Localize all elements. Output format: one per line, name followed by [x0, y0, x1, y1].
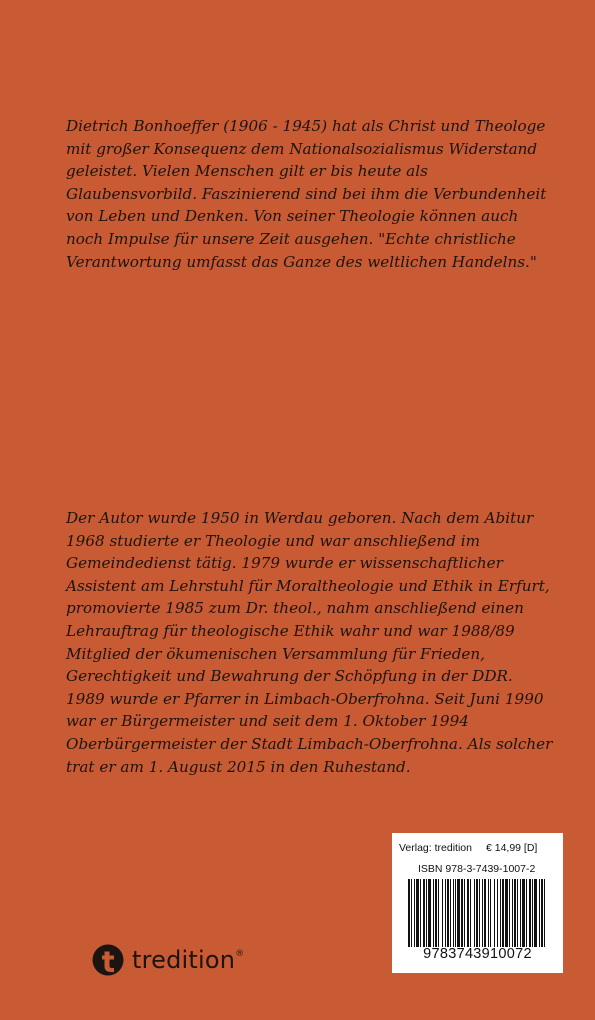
barcode-bar	[433, 879, 434, 947]
publisher-logo	[92, 944, 244, 976]
barcode-bar	[509, 879, 510, 947]
barcode-bar	[505, 879, 508, 947]
barcode-bar	[470, 879, 471, 947]
barcode-bar	[479, 879, 480, 947]
publisher-name: tredition®	[132, 946, 245, 974]
barcode-bar	[541, 879, 543, 947]
blurb-bonhoeffer: Dietrich Bonhoeffer (1906 - 1945) hat als Christ und Theologe mit großer Konsequenz dem Nationalsozialismus Widerstand geleistet. Vielen Menschen gilt er bis heute als Glaubensvorbild. Faszinierend sind bei ihm die Verbundenheit von Leben und Denken. Von seiner Theologie können auch noch Impulse für unsere Zeit ausgehen. "Echte christliche Verantwortung umfasst das Ganze des weltlichen Handelns."	[66, 117, 547, 271]
barcode-bar	[450, 879, 451, 947]
barcode-bar	[522, 879, 525, 947]
barcode-bar	[517, 879, 518, 947]
barcode-bar	[426, 879, 427, 947]
barcode-bar	[420, 879, 421, 947]
barcode-bar	[467, 879, 469, 947]
barcode-image	[408, 879, 548, 947]
barcode-bar	[455, 879, 456, 947]
barcode-bar	[512, 879, 513, 947]
barcode-label	[392, 833, 563, 973]
barcode-bar	[476, 879, 478, 947]
barcode-bar	[534, 879, 537, 947]
barcode-bar	[484, 879, 486, 947]
barcode-bar	[408, 879, 410, 947]
barcode-bar	[539, 879, 540, 947]
barcode-bar	[411, 879, 412, 947]
barcode-bar	[461, 879, 463, 947]
trademark-sign: ®	[235, 949, 245, 959]
barcode-bar	[544, 879, 545, 947]
barcode-bar	[435, 879, 437, 947]
barcode-bar	[514, 879, 516, 947]
publisher-price-line	[399, 842, 537, 854]
barcode-bar	[474, 879, 475, 947]
barcode-bar	[488, 879, 489, 947]
barcode-bar	[445, 879, 446, 947]
barcode-bar	[442, 879, 443, 947]
barcode-bar	[457, 879, 460, 947]
barcode-bar	[520, 879, 521, 947]
barcode-bar	[482, 879, 483, 947]
barcode-bar	[447, 879, 449, 947]
barcode-bar	[453, 879, 454, 947]
barcode-bar	[438, 879, 439, 947]
barcode-bar	[464, 879, 465, 947]
tredition-logo-icon	[92, 944, 124, 976]
barcode-bar	[494, 879, 495, 947]
barcode-bar	[490, 879, 491, 947]
barcode-bar	[502, 879, 504, 947]
barcode-bar	[529, 879, 531, 947]
barcode-bar	[416, 879, 419, 947]
blurb-author: Der Autor wurde 1950 in Werdau geboren. Nach dem Abitur 1968 studierte er Theologie und war anschließend im Gemeindedienst tätig. 1979 wurde er wissenschaftlicher Assistent am Lehrstuhl für Moraltheologie und Ethik in Erfurt, promovierte 1985 zum Dr. theol., nahm anschließend einen Lehrauftrag für theologische Ethik wahr und war 1988/89 Mitglied der ökumenischen Versammlung für Frieden, Gerechtigkeit und Bewahrung der Schöpfung in der DDR. 1989 wurde er Pfarrer in Limbach-Oberfrohna. Seit Juni 1990 war er Bürgermeister und seit dem 1. Oktober 1994 Oberbürgermeister der Stadt Limbach-Oberfrohna. Als solcher trat er am 1. August 2015 in den Ruhestand.	[66, 509, 553, 776]
verlag-text: Verlag: tredition	[399, 842, 472, 854]
barcode-bar	[423, 879, 425, 947]
barcode-digits: 9783743910072	[423, 946, 532, 962]
barcode-bar	[414, 879, 415, 947]
isbn-text: ISBN 978-3-7439-1007-2	[418, 863, 536, 875]
barcode-bar	[428, 879, 431, 947]
barcode-bar	[500, 879, 501, 947]
barcode-bar	[526, 879, 527, 947]
price-text: € 14,99 [D]	[485, 842, 538, 854]
barcode-bar	[497, 879, 498, 947]
barcode-bar	[532, 879, 533, 947]
